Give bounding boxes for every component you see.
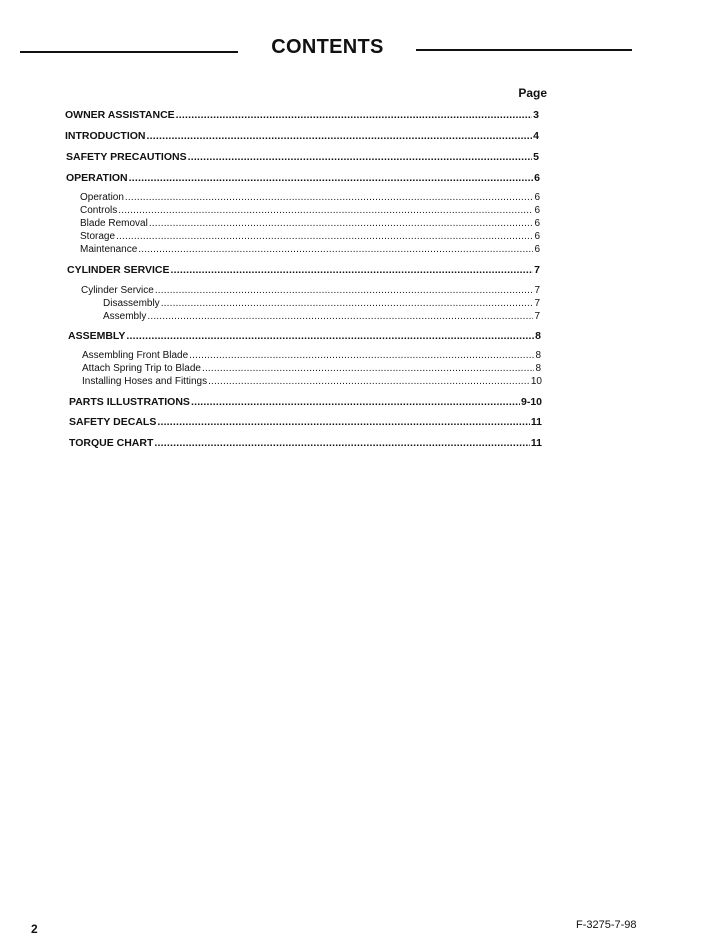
- toc-entry-page: 4: [533, 130, 539, 142]
- toc-entry-page: 6: [534, 172, 540, 184]
- toc-entry-label: Assembly: [103, 311, 147, 322]
- toc-subentry-controls[interactable]: [80, 204, 540, 218]
- toc-entry-page: 9-10: [520, 396, 542, 408]
- toc-dot-leader: [147, 129, 533, 143]
- toc-entry-label: Operation: [80, 192, 124, 203]
- toc-dot-leader: [155, 284, 534, 298]
- toc-dot-leader: [126, 329, 534, 343]
- toc-subentry-disassembly[interactable]: [103, 297, 540, 311]
- page-title: CONTENTS: [271, 36, 384, 58]
- toc-dot-leader: [176, 108, 532, 122]
- toc-entry-safety-decals[interactable]: [69, 415, 542, 429]
- toc-dot-leader: [147, 310, 533, 324]
- toc-entry-label: Disassembly: [103, 298, 160, 309]
- toc-entry-page: 8: [535, 350, 541, 361]
- toc-subentry-blade-removal[interactable]: [80, 217, 540, 231]
- toc-dot-leader: [191, 395, 520, 409]
- toc-dot-leader: [129, 171, 534, 185]
- toc-dot-leader: [149, 217, 534, 231]
- toc-entry-cylinder-service[interactable]: [67, 263, 540, 277]
- toc-entry-label: TORQUE CHART: [69, 437, 154, 449]
- toc-entry-assembly[interactable]: [68, 329, 541, 343]
- toc-entry-torque-chart[interactable]: [69, 436, 542, 450]
- toc-entry-label: SAFETY DECALS: [69, 416, 157, 428]
- header-rule-right: [416, 49, 632, 51]
- toc-entry-label: INTRODUCTION: [65, 130, 146, 142]
- toc-dot-leader: [171, 263, 534, 277]
- toc-entry-page: 7: [534, 264, 540, 276]
- toc-subentry-storage[interactable]: [80, 230, 540, 244]
- toc-entry-page: 6: [534, 218, 540, 229]
- toc-entry-label: Storage: [80, 231, 116, 242]
- toc-subentry-assembling-front-blade[interactable]: [82, 349, 541, 363]
- toc-entry-label: Maintenance: [80, 244, 138, 255]
- toc-entry-page: 6: [534, 205, 540, 216]
- toc-entry-label: Assembling Front Blade: [82, 350, 189, 361]
- toc-entry-page: 11: [530, 416, 542, 428]
- toc-entry-label: OWNER ASSISTANCE: [65, 109, 175, 121]
- toc-subentry-installing-hoses[interactable]: [82, 375, 542, 389]
- toc-entry-owner-assistance[interactable]: [65, 108, 539, 122]
- toc-dot-leader: [188, 150, 533, 164]
- toc-entry-page: 8: [535, 363, 541, 374]
- toc-entry-page: 10: [530, 376, 542, 387]
- toc-subentry-cylinder-service[interactable]: [81, 284, 540, 298]
- toc-entry-operation[interactable]: [66, 171, 540, 185]
- toc-dot-leader: [116, 230, 533, 244]
- toc-entry-introduction[interactable]: [65, 129, 539, 143]
- toc-entry-page: 7: [534, 298, 540, 309]
- footer-document-code: F-3275-7-98: [576, 919, 637, 931]
- toc-entry-page: 6: [534, 244, 540, 255]
- toc-entry-page: 11: [530, 437, 542, 449]
- toc-dot-leader: [125, 191, 534, 205]
- toc-entry-label: SAFETY PRECAUTIONS: [66, 151, 187, 163]
- toc-entry-page: 6: [534, 231, 540, 242]
- toc-entry-page: 7: [534, 311, 540, 322]
- toc-entry-label: PARTS ILLUSTRATIONS: [69, 396, 190, 408]
- toc-dot-leader: [161, 297, 534, 311]
- header-rule-left: [20, 51, 238, 53]
- toc-dot-leader: [208, 375, 530, 389]
- toc-subentry-operation[interactable]: [80, 191, 540, 205]
- toc-entry-label: Blade Removal: [80, 218, 148, 229]
- toc-subentry-assembly[interactable]: [103, 310, 540, 324]
- toc-entry-parts-illustrations[interactable]: [69, 395, 542, 409]
- toc-entry-label: CYLINDER SERVICE: [67, 264, 170, 276]
- footer-page-number: 2: [31, 922, 38, 936]
- toc-subentry-attach-spring-trip[interactable]: [82, 362, 541, 376]
- toc-entry-label: Controls: [80, 205, 118, 216]
- toc-dot-leader: [157, 415, 530, 429]
- toc-dot-leader: [118, 204, 533, 218]
- toc-subentry-maintenance[interactable]: [80, 243, 540, 257]
- toc-dot-leader: [154, 436, 530, 450]
- toc-entry-label: Installing Hoses and Fittings: [82, 376, 208, 387]
- toc-entry-page: 3: [533, 109, 539, 121]
- toc-dot-leader: [138, 243, 533, 257]
- toc-entry-page: 8: [535, 330, 541, 342]
- toc-entry-label: Cylinder Service: [81, 285, 154, 296]
- toc-entry-page: 6: [534, 192, 540, 203]
- page-column-heading: Page: [518, 86, 547, 100]
- toc-entry-label: ASSEMBLY: [68, 330, 126, 342]
- toc-entry-label: Attach Spring Trip to Blade: [82, 363, 201, 374]
- toc-entry-page: 7: [534, 285, 540, 296]
- toc-entry-safety-precautions[interactable]: [66, 150, 539, 164]
- toc-entry-page: 5: [533, 151, 539, 163]
- toc-entry-label: OPERATION: [66, 172, 128, 184]
- toc-dot-leader: [189, 349, 534, 363]
- toc-dot-leader: [202, 362, 534, 376]
